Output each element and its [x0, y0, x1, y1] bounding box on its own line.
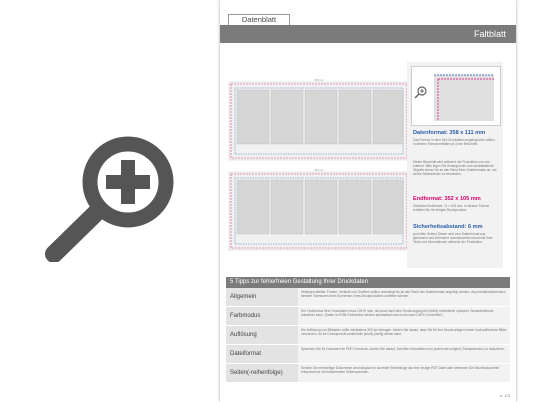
tip-label: Farbmodus	[226, 307, 298, 325]
page-number: s. 1/3	[500, 393, 510, 398]
tips-row	[226, 307, 510, 326]
page-title: Faltblatt	[473, 29, 506, 39]
strip-width-mark: 352 mm	[314, 169, 324, 172]
faltblatt-template-bottom	[227, 168, 411, 254]
faltblatt-template-top	[227, 78, 411, 164]
endformat-text: Gefalztes Endformat: 74 x 105 mm. In diesem Format erhalten Sie Ihr fertiges Druckprodukt.	[413, 204, 489, 212]
datasheet-tab: Datenblatt	[228, 14, 290, 25]
endformat-title: Endformat: 352 x 105 mm	[413, 196, 481, 202]
strip-width-mark: 358 mm	[314, 79, 324, 82]
format-info-panel	[407, 62, 503, 268]
tip-label: Auflösung	[226, 326, 298, 344]
tip-text: Der Farbmodus Ihrer Druckdaten muss CMYK sein, da sonst nach dem Druckvorgang ein (leicht) veränderter optischer Gesamteindruck entstehen kann. (Daten im RGB-Farbmodus werden automatisch durch uns nach CMYK konvertiert.)	[298, 307, 510, 325]
sicherheitsabstand-text: (auf allen Seiten) Dieser wird vom Datenformat aus gemessen und verhindert unerwünschten Anschnitt Ihrer Texte und Informationen während der Produktion.	[413, 232, 493, 244]
tip-text: Senden Sie mehrseitige Dokumente chronologisch in korrekter Reihenfolge als eine einzige PDF-Datei oder benennen Sie Einzeldokumente entsprechend mit fortlaufenden Seitennummern.	[298, 364, 510, 382]
magnifier-plus-icon[interactable]	[36, 122, 186, 262]
datenformat-title: Datenformat: 358 x 111 mm	[413, 130, 486, 136]
tips-row	[226, 364, 510, 383]
corner-detail-inset	[411, 66, 501, 126]
beschnitt-text: Dieser Beschnitt wird während der Produktion von uns entfernt. Bitte legen Sie Hintergründe und randabfallende Objekte immer bis an den Rand Ihres Datenformats an, um weiße Seitenränder zu vermeiden.	[413, 160, 497, 176]
tips-row	[226, 326, 510, 345]
datasheet-page	[220, 0, 516, 402]
tip-label: Seiten(-reihenfolge)	[226, 364, 298, 382]
tip-label: Dateiformat	[226, 345, 298, 363]
title-bar	[220, 25, 516, 43]
sicherheitsabstand-title: Sicherheitsabstand: 6 mm	[413, 224, 483, 230]
tips-title: 5 Tipps zur fehlerfreien Gestaltung Ihrer Druckdaten	[226, 277, 510, 288]
tip-text: Speichern Sie Ihr Dokument im PDF-Format ab. Achten Sie darauf, Schriften einzubetten und (sofern als möglich) Transparenzen zu reduzieren.	[298, 345, 510, 363]
tips-row	[226, 288, 510, 307]
tips-row	[226, 345, 510, 364]
tips-table	[226, 277, 510, 383]
tip-label: Allgemein	[226, 288, 298, 306]
tip-text: Die Auflösung von Bilddaten sollte mindestens 300 dpi betragen. Achten Sie darauf, dass Sie für Ihre Druckvorlagen immer hochauflösende Bilder verwenden, da Ihr Druckprodukt andernfalls (leicht) pixelig wirken kann.	[298, 326, 510, 344]
tip-text: Hintergrundbilder, Farben, Verläufe und Grafiken sollten unbedingt bis an den Rand des Datenformats angelegt werden, da produktionstechnisch kleinere Toleranzen beim Schneiden Ihres Druckproduktes auftreten können.	[298, 288, 510, 306]
datenformat-text: Das Format, in dem Ihre Druckdaten angelegt sein sollten. In diesem Format entfallen je 3 mm Beschnitt.	[413, 138, 496, 146]
